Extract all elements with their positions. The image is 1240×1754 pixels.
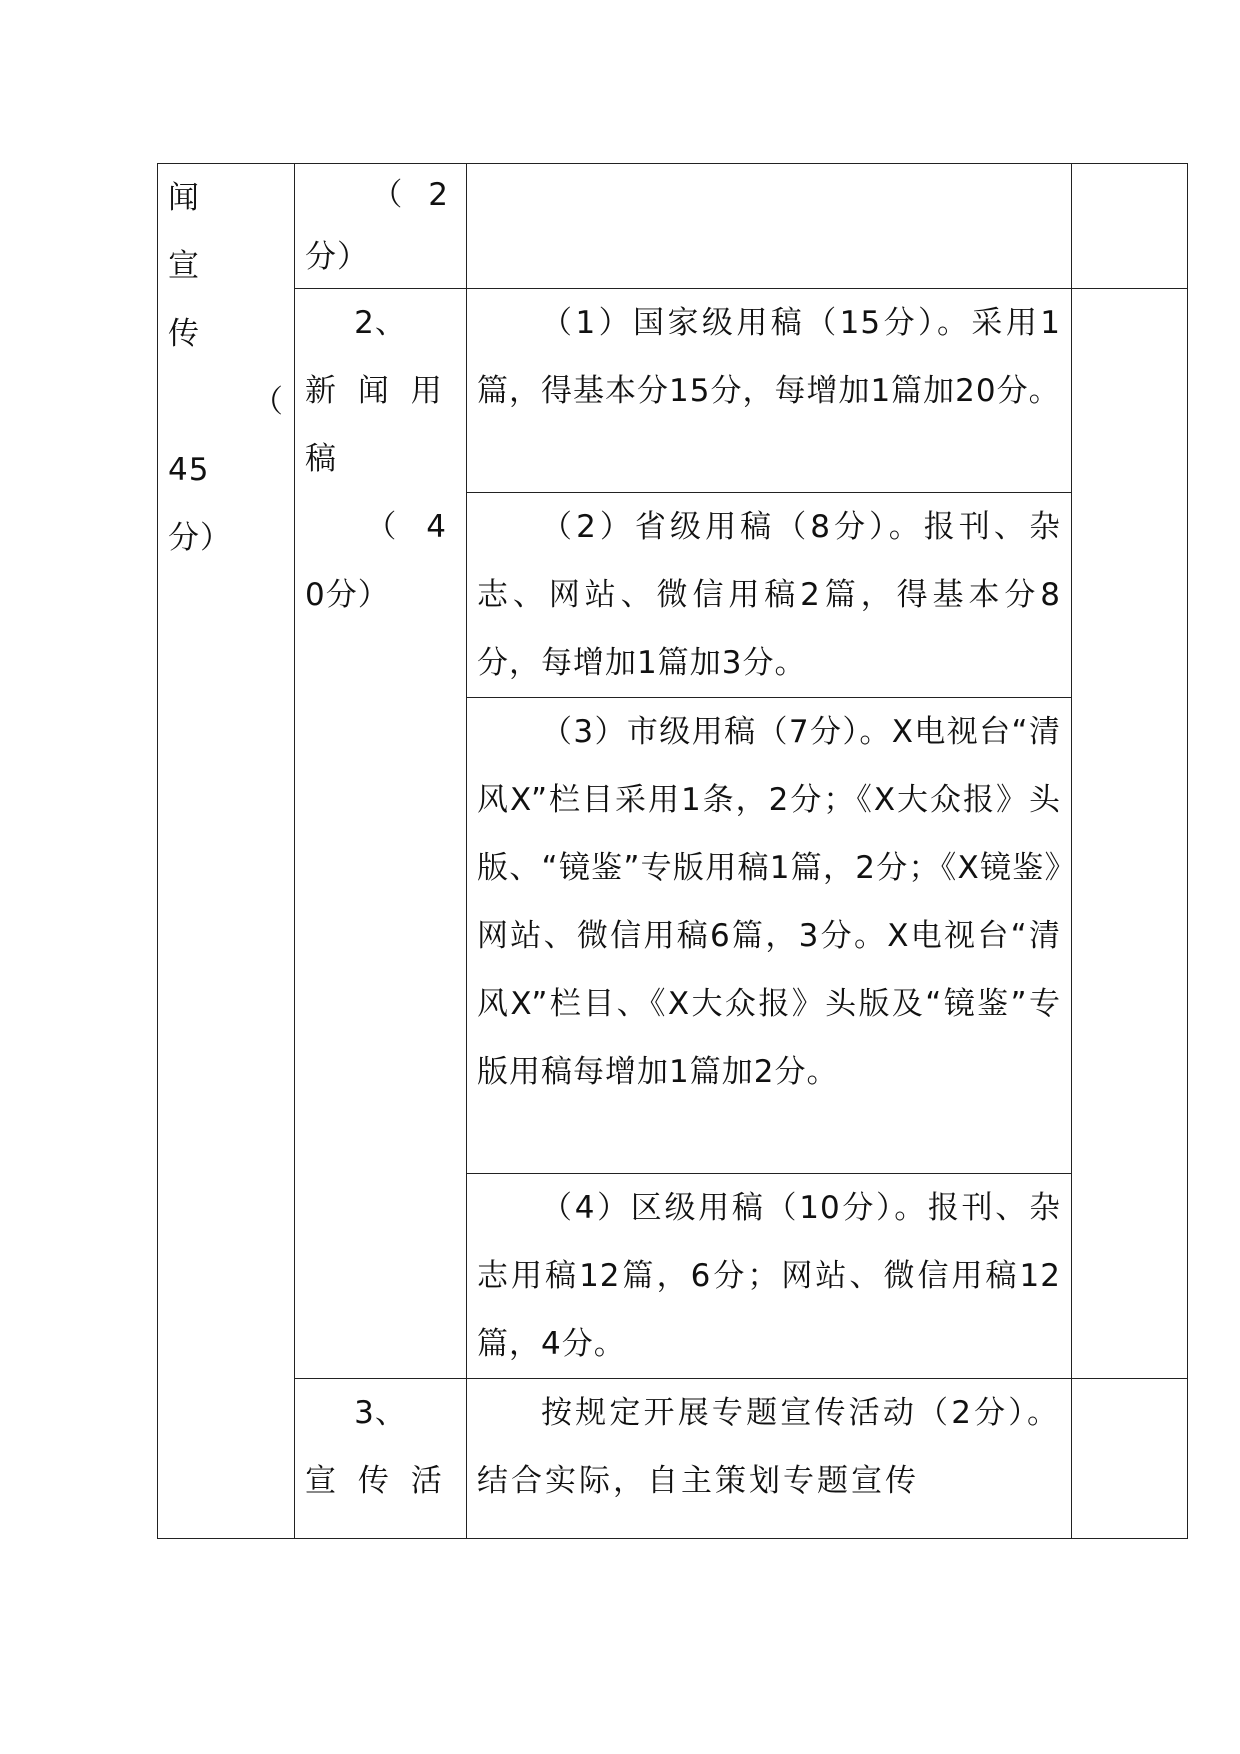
item-line: 新 闻 用 bbox=[305, 373, 448, 409]
criteria-text: （1）国家级用稿（15分）。采用1篇，得基本分15分，每增加1篇加20分。 bbox=[477, 305, 1061, 409]
criteria-cell bbox=[467, 164, 1072, 289]
criteria-text: （3）市级用稿（7分）。X电视台“清风X”栏目采用1条，2分；《X大众报》头版、“镜鉴”专版用稿1篇，2分；《X镜鉴》网站、微信用稿6篇，3分。X电视台“清风X”栏目、《X大众报》头版及“镜鉴”专版用稿每增加1篇加2分。 bbox=[477, 714, 1061, 1090]
criteria-text: 按规定开展专题宣传活动（2分）。结合实际，自主策划专题宣传 bbox=[477, 1395, 1061, 1499]
criteria-cell bbox=[467, 1174, 1072, 1379]
criteria-cell bbox=[467, 698, 1072, 1174]
criteria-text: （4）区级用稿（10分）。报刊、杂志用稿12篇，6分；网站、微信用稿12篇，4分。 bbox=[477, 1190, 1061, 1362]
score-cell bbox=[1072, 164, 1188, 289]
item-line: 0分） bbox=[305, 577, 390, 613]
item-line: 2、 bbox=[354, 305, 407, 341]
category-line: 45 bbox=[168, 452, 210, 488]
criteria-cell bbox=[467, 289, 1072, 493]
item-line: （ 4 bbox=[365, 509, 456, 545]
category-line: 分） bbox=[168, 520, 232, 556]
score-cell bbox=[1072, 289, 1188, 1379]
category-line: 闻 宣 bbox=[168, 180, 225, 284]
category-cell bbox=[158, 164, 295, 1539]
table-row bbox=[158, 289, 1188, 493]
criteria-text: （2）省级用稿（8分）。报刊、杂志、网站、微信用稿2篇，得基本分8分，每增加1篇加3分。 bbox=[477, 509, 1061, 681]
scoring-table bbox=[157, 163, 1188, 1539]
category-line: （ bbox=[252, 384, 284, 420]
item-line: 宣 传 活 bbox=[305, 1463, 448, 1499]
score-cell bbox=[1072, 1379, 1188, 1539]
category-line: 传 bbox=[168, 316, 200, 352]
item-line: （ 2 bbox=[371, 177, 456, 213]
item-line: 稿 bbox=[305, 441, 337, 477]
criteria-cell bbox=[467, 493, 1072, 698]
item-cell bbox=[295, 164, 467, 289]
item-line: 分） bbox=[305, 239, 369, 275]
item-line: 3、 bbox=[354, 1395, 407, 1431]
criteria-cell bbox=[467, 1379, 1072, 1539]
table-row bbox=[158, 164, 1188, 289]
table-row bbox=[158, 1379, 1188, 1539]
item-cell bbox=[295, 1379, 467, 1539]
item-cell bbox=[295, 289, 467, 1379]
